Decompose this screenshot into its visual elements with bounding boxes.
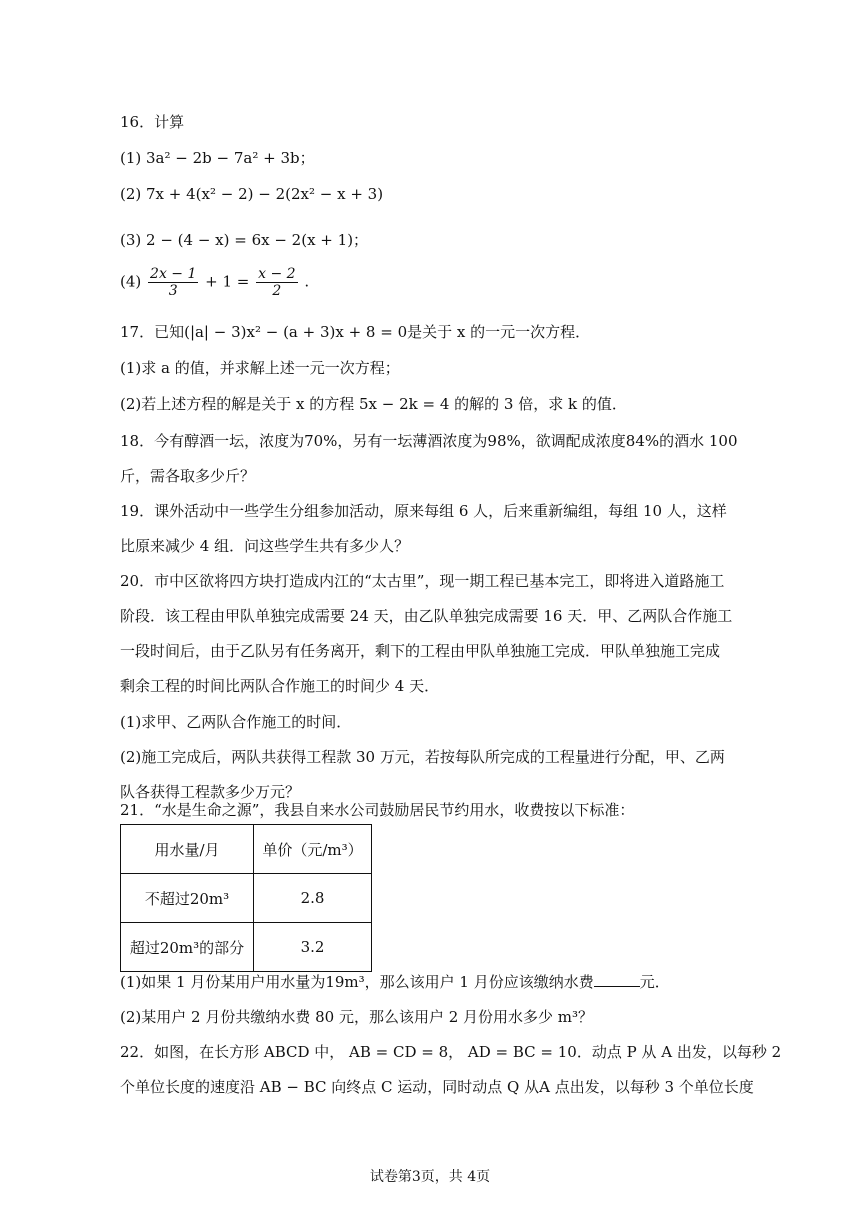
q21-part1: [120, 972, 670, 992]
answer-blank: [594, 972, 640, 987]
fraction-2-denominator: 2: [272, 283, 282, 299]
q16-part3: (3) 2 − (4 − x) = 6x − 2(x + 1)；: [120, 231, 369, 249]
q16-title: 16．计算: [120, 113, 185, 131]
q21-part1-text: (1)如果 1 月份某用户用水量为19m³，那么该用户 1 月份应该缴纳水费: [120, 973, 594, 991]
table-header-row: [121, 825, 372, 874]
q20-part1: (1)求甲、乙两队合作施工的时间．: [120, 713, 352, 731]
q22-line2: 个单位长度的速度沿 AB − BC 向终点 C 运动，同时动点 Q 从A 点出发，以每秒 3 个单位长度: [120, 1078, 754, 1096]
fraction-1-denominator: 3: [168, 283, 178, 299]
fraction-2-numerator: x − 2: [258, 266, 296, 282]
q19-line1: 19．课外活动中一些学生分组参加活动，原来每组 6 人，后来重新编组，每组 10 人，这样: [120, 502, 727, 520]
table-cell: 超过20m³的部分: [121, 923, 254, 972]
table-header-cell: 单价（元/m³）: [254, 825, 372, 874]
q21-title: 21．“水是生命之源”，我县自来水公司鼓励居民节约用水，收费按以下标准：: [120, 801, 635, 819]
q19-line2: 比原来减少 4 组．问这些学生共有多少人？: [120, 537, 410, 555]
table-header-cell: 用水量/月: [121, 825, 254, 874]
water-price-table: [120, 824, 372, 972]
table-cell: 2.8: [254, 874, 372, 923]
q17-part1: (1)求 a 的值，并求解上述一元一次方程；: [120, 359, 400, 377]
q18-line2: 斤，需各取多少斤？: [120, 467, 256, 485]
q20-line4: 剩余工程的时间比两队合作施工的时间少 4 天．: [120, 677, 440, 695]
table-row: [121, 923, 372, 972]
table-cell: 3.2: [254, 923, 372, 972]
q16-part4-end: .: [304, 272, 310, 291]
q20-line2: 阶段．该工程由甲队单独完成需要 24 天，由乙队单独完成需要 16 天．甲、乙两队合作施工: [120, 607, 733, 625]
q21-part1-unit: 元．: [639, 973, 670, 991]
fraction-1-numerator: 2x − 1: [150, 266, 197, 282]
table-cell: 不超过20m³: [121, 874, 254, 923]
q20-line3: 一段时间后，由于乙队另有任务离开，剩下的工程由甲队单独施工完成．甲队单独施工完成: [120, 642, 721, 660]
q16-part4-mid: + 1 =: [205, 272, 250, 291]
fraction-1: [148, 266, 198, 299]
fraction-2: [256, 266, 297, 299]
q16-part1: (1) 3a² − 2b − 7a² + 3b；: [120, 149, 315, 167]
q21-part2: (2)某用户 2 月份共缴纳水费 80 元，那么该用户 2 月份用水多少 m³？: [120, 1008, 594, 1026]
q17-part2: (2)若上述方程的解是关于 x 的方程 5x − 2k = 4 的解的 3 倍，求 k 的值．: [120, 395, 627, 413]
page-footer: 试卷第3页，共 4页: [369, 1169, 491, 1185]
q16-part4-lead: (4): [120, 272, 142, 291]
q20-part2-a: (2)施工完成后，两队共获得工程款 30 万元，若按每队所完成的工程量进行分配，甲、乙两: [120, 748, 725, 766]
q22-line1: 22．如图，在长方形 ABCD 中， AB = CD = 8， AD = BC = 10．动点 P 从 A 出发，以每秒 2: [120, 1043, 782, 1061]
q18-line1: 18．今有醇酒一坛，浓度为70%，另有一坛薄酒浓度为98%，欲调配成浓度84%的酒水 100: [120, 432, 738, 450]
q20-part2-b: 队各获得工程款多少万元？: [120, 783, 301, 801]
table-row: [121, 874, 372, 923]
q16-part4: [120, 266, 309, 299]
q20-line1: 20．市中区欲将四方块打造成内江的“太古里”，现一期工程已基本完工，即将进入道路施工: [120, 572, 725, 590]
q17-title: 17．已知(|a| − 3)x² − (a + 3)x + 8 = 0是关于 x 的一元一次方程．: [120, 323, 591, 341]
q16-part2: (2) 7x + 4(x² − 2) − 2(2x² − x + 3): [120, 185, 384, 203]
